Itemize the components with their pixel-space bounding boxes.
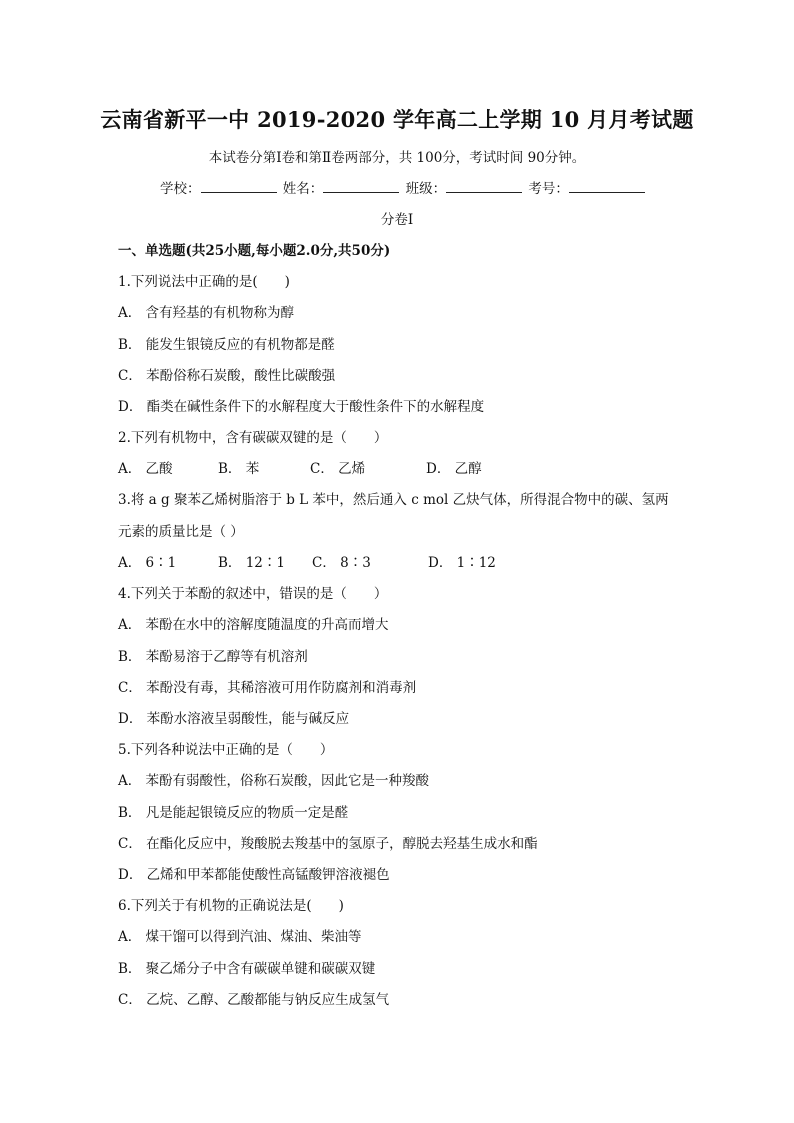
part-label: 分卷I <box>380 212 414 228</box>
question-1-option-a: A． 含有羟基的有机物称为醇 <box>118 305 295 321</box>
question-2-option-d: D． 乙醇 <box>426 461 482 477</box>
exam-title: 云南省新平一中 2019-2020 学年高二上学期 10 月月考试题 <box>100 107 694 132</box>
question-3-stem-line-1: 3.将 a g 聚苯乙烯树脂溶于 b L 苯中，然后通入 c mol 乙炔气体，所得混合物中的碳、氢两 <box>118 492 669 508</box>
class-label: 班级： <box>405 181 447 197</box>
question-4-option-b: B． 苯酚易溶于乙醇等有机溶剂 <box>118 649 308 665</box>
exam-intro: 本试卷分第Ⅰ卷和第Ⅱ卷两部分，共 100分，考试时间 90分钟。 <box>208 150 586 166</box>
question-3-option-b: B． 12∶1 <box>218 555 285 571</box>
question-5-option-c: C． 在酯化反应中，羧酸脱去羧基中的氢原子，醇脱去羟基生成水和酯 <box>118 836 538 852</box>
question-3-option-d: D． 1∶12 <box>428 555 496 571</box>
school-blank[interactable] <box>201 180 277 193</box>
question-5-option-a: A． 苯酚有弱酸性，俗称石炭酸，因此它是一种羧酸 <box>118 773 430 789</box>
question-5-stem: 5.下列各种说法中正确的是（ ） <box>118 742 334 758</box>
student-info-row <box>160 177 647 197</box>
question-1-option-c: C． 苯酚俗称石炭酸，酸性比碳酸强 <box>118 368 336 384</box>
name-label: 姓名： <box>282 181 324 197</box>
question-2-stem: 2.下列有机物中，含有碳碳双键的是（ ） <box>118 430 388 446</box>
question-3-option-a: A． 6∶1 <box>118 555 177 571</box>
question-3-option-c: C． 8∶3 <box>312 555 371 571</box>
question-5-option-d: D． 乙烯和甲苯都能使酸性高锰酸钾溶液褪色 <box>118 867 390 883</box>
question-1-option-b: B． 能发生银镜反应的有机物都是醛 <box>118 337 335 353</box>
question-5-option-b: B． 凡是能起银镜反应的物质一定是醛 <box>118 805 349 821</box>
question-3-options <box>118 551 496 571</box>
number-label: 考号： <box>528 181 569 197</box>
question-1-stem: 1.下列说法中正确的是( ) <box>118 274 290 290</box>
number-blank[interactable] <box>569 180 645 193</box>
question-4-option-c: C． 苯酚没有毒，其稀溶液可用作防腐剂和消毒剂 <box>118 680 417 696</box>
question-2-option-b: B． 苯 <box>218 461 260 477</box>
question-2-option-a: A． 乙酸 <box>118 461 173 477</box>
class-blank[interactable] <box>446 180 522 193</box>
question-2-options <box>118 457 482 477</box>
question-1-option-d: D． 酯类在碱性条件下的水解程度大于酸性条件下的水解程度 <box>118 399 485 415</box>
question-2-option-c: C． 乙烯 <box>310 461 366 477</box>
question-6-option-a: A． 煤干馏可以得到汽油、煤油、柴油等 <box>118 929 362 945</box>
name-blank[interactable] <box>323 180 399 193</box>
question-4-stem: 4.下列关于苯酚的叙述中，错误的是（ ） <box>118 586 388 602</box>
question-6-option-c: C． 乙烷、乙醇、乙酸都能与钠反应生成氢气 <box>118 992 390 1008</box>
question-4-option-d: D． 苯酚水溶液呈弱酸性，能与碱反应 <box>118 711 350 727</box>
question-6-stem: 6.下列关于有机物的正确说法是( ) <box>118 898 344 914</box>
school-label: 学校： <box>160 181 201 197</box>
question-3-stem-line-2: 元素的质量比是（ ） <box>118 524 244 540</box>
question-6-option-b: B． 聚乙烯分子中含有碳碳单键和碳碳双键 <box>118 961 376 977</box>
question-4-option-a: A． 苯酚在水中的溶解度随温度的升高而增大 <box>118 617 389 633</box>
section-heading: 一、单选题(共25小题,每小题2.0分,共50分) <box>118 243 391 259</box>
